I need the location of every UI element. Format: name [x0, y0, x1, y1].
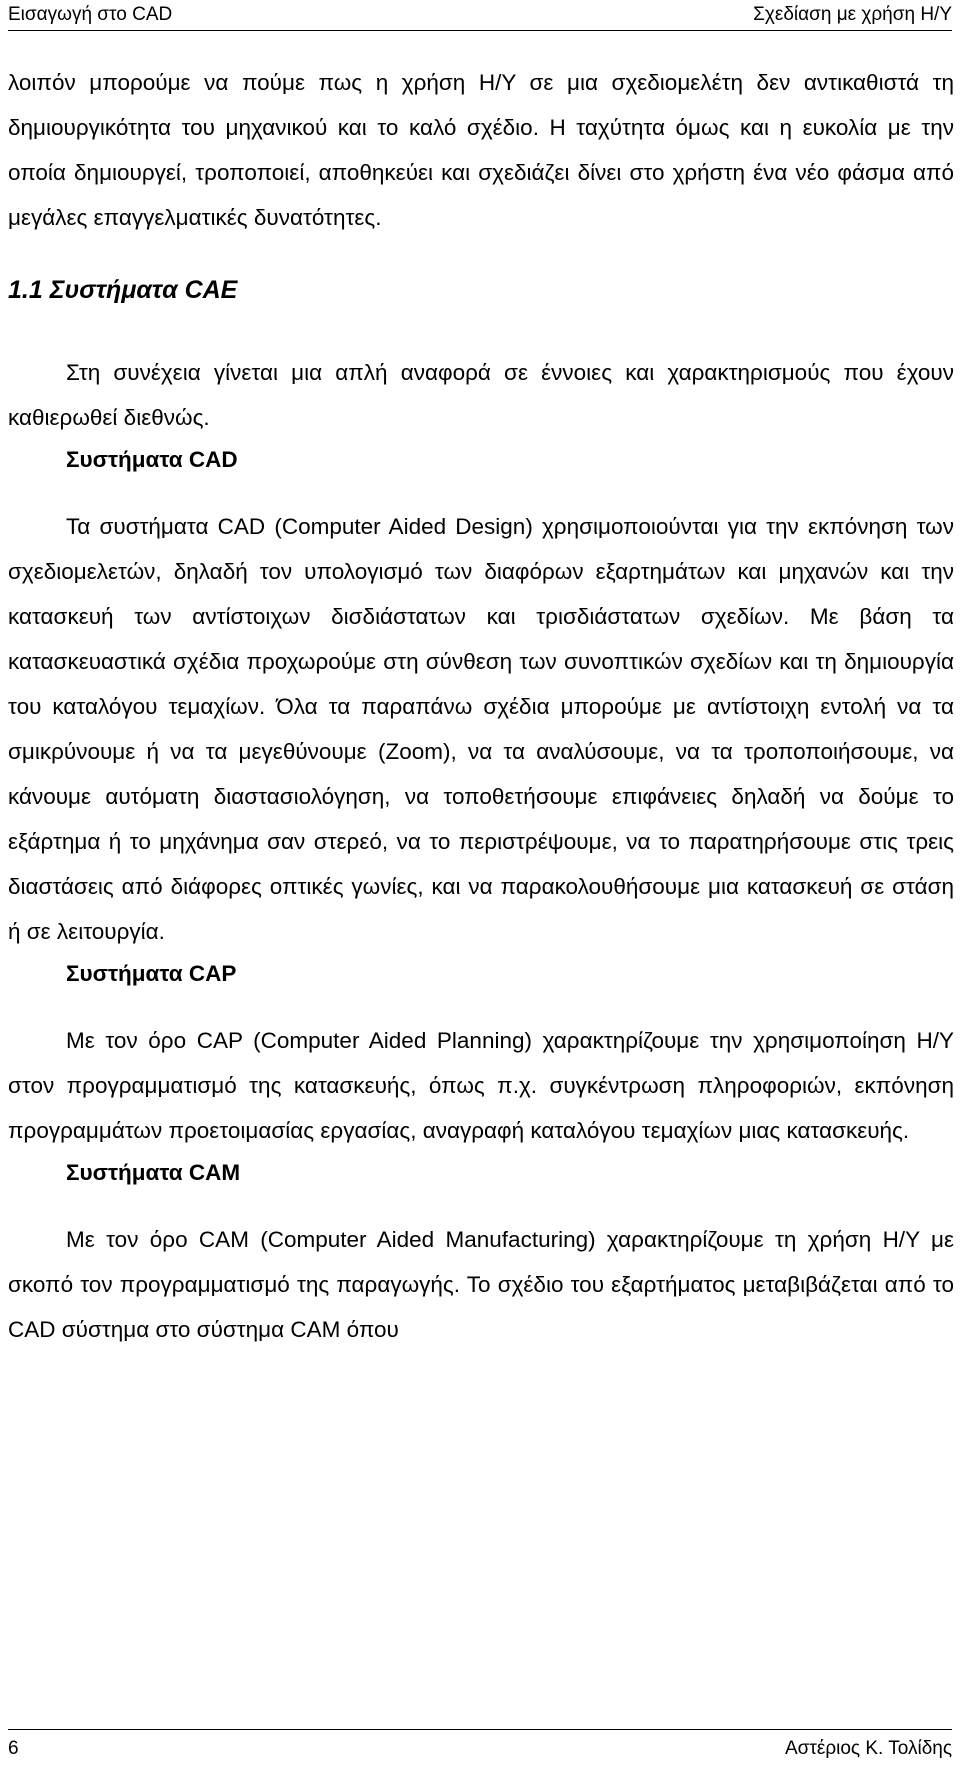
heading-cam: Συστήματα CAM — [66, 1160, 241, 1185]
paragraph-cam: Με τον όρο CAM (Computer Aided Manufacturing) χαρακτηρίζουμε τη χρήση Η/Υ με σκοπό τον προγραμματισμό της παραγωγής. Το σχέδιο του εξαρτήματος μεταβιβάζεται από το CAD σύστημα στο σύστημα CAM όπου — [8, 1227, 954, 1342]
section-title: 1.1 Συστήματα CAE — [8, 276, 238, 304]
page-number: 6 — [8, 1738, 19, 1759]
paragraph-cad: Τα συστήματα CAD (Computer Aided Design) χρησιμοποιούνται για την εκπόνηση των σχεδιομελετών, δηλαδή τον υπολογισμό των διαφόρων εξαρτημάτων και μηχανών και την κατασκευή των αντίστοιχων δισδιάστατων και τρισδιάστατων σχεδίων. Με βάση τα κατασκευαστικά σχέδια προχωρούμε στη σύνθεση των συνοπτικών σχεδίων και τη δημιουργία του καταλόγου τεμαχίων. Όλα τα παραπάνω σχέδια μπορούμε με αντίστοιχη εντολή να τα σμικρύνουμε ή να τα μεγεθύνουμε (Zoom), να τα αναλύσουμε, να τα τροποποιήσουμε, να κάνουμε αυτόματη διαστασιολόγηση, να τοποθετήσουμε επιφάνειες δηλαδή να δούμε το εξάρτημα ή το μηχάνημα σαν στερεό, να το περιστρέψουμε, να το παρατηρήσουμε στις τρεις διαστάσεις από διάφορες οπτικές γωνίες, και να παρακολουθήσουμε μια κατασκευή σε στάση ή σε λειτουργία. — [8, 514, 954, 944]
header-title-left: Εισαγωγή στο CAD — [8, 4, 173, 25]
heading-cap: Συστήματα CAP — [66, 961, 237, 986]
page-body — [8, 60, 954, 1352]
paragraph-intro: λοιπόν μπορούμε να πούμε πως η χρήση Η/Υ σε μια σχεδιομελέτη δεν αντικαθιστά τη δημιουργικότητα του μηχανικού και το καλό σχέδιο. Η ταχύτητα όμως και η ευκολία με την οποία δημιουργεί, τροποποιεί, αποθηκεύει και σχεδιάζει δίνει στο χρήστη ένα νέο φάσμα από μεγάλες επαγγελματικές δυνατότητες. — [8, 70, 954, 230]
footer-divider — [8, 1729, 952, 1730]
paragraph-cap: Με τον όρο CAP (Computer Aided Planning) χαρακτηρίζουμε την χρησιμοποίηση Η/Υ στον προγραμματισμό της κατασκευής, όπως π.χ. συγκέντρωση πληροφοριών, εκπόνηση προγραμμάτων προετοιμασίας εργασίας, αναγραφή καταλόγου τεμαχίων μιας κατασκευής. — [8, 1028, 954, 1143]
page-header — [8, 2, 952, 28]
footer-author: Αστέριος Κ. Τολίδης — [784, 1738, 952, 1759]
header-title-right: Σχεδίαση με χρήση Η/Υ — [753, 4, 952, 25]
paragraph-cae: Στη συνέχεια γίνεται μια απλή αναφορά σε έννοιες και χαρακτηρισμούς που έχουν καθιερωθεί διεθνώς. — [8, 360, 954, 430]
heading-cad: Συστήματα CAD — [66, 447, 238, 472]
header-divider — [8, 30, 952, 31]
page-footer — [8, 1736, 952, 1762]
